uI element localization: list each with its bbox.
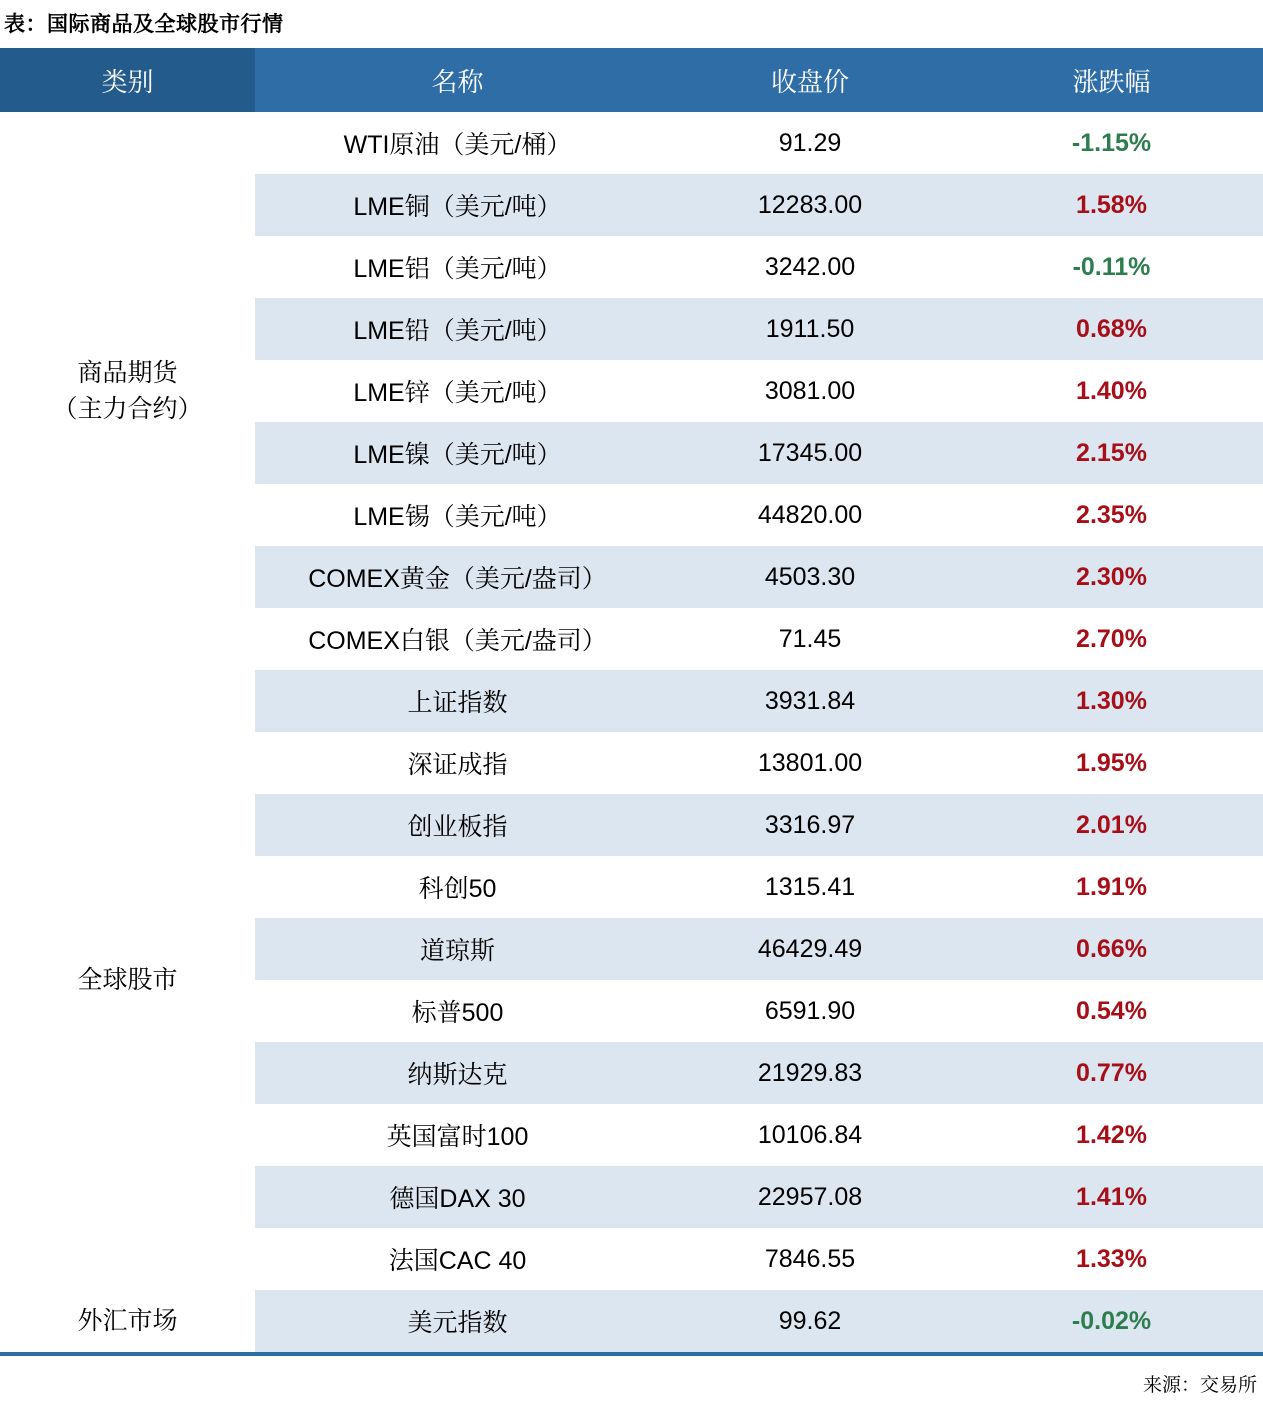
header-row (0, 48, 1263, 112)
table-header (0, 48, 1263, 112)
instrument-name-cell: 纳斯达克 (255, 1042, 660, 1104)
instrument-name-cell: WTI原油（美元/桶） (255, 112, 660, 174)
close-price-cell: 46429.49 (660, 918, 960, 980)
close-price-cell: 13801.00 (660, 732, 960, 794)
instrument-name-cell: LME铜（美元/吨） (255, 174, 660, 236)
table-row (0, 670, 1263, 732)
column-header-category: 类别 (0, 48, 255, 112)
instrument-name-cell: 标普500 (255, 980, 660, 1042)
change-percent-cell: 0.77% (960, 1042, 1263, 1104)
change-percent-cell: 2.01% (960, 794, 1263, 856)
column-header-close: 收盘价 (660, 48, 960, 112)
change-percent-cell: 1.95% (960, 732, 1263, 794)
change-percent-cell: 2.70% (960, 608, 1263, 670)
change-percent-cell: 2.35% (960, 484, 1263, 546)
change-percent-cell: 1.41% (960, 1166, 1263, 1228)
instrument-name-cell: COMEX白银（美元/盎司） (255, 608, 660, 670)
instrument-name-cell: 法国CAC 40 (255, 1228, 660, 1290)
close-price-cell: 12283.00 (660, 174, 960, 236)
close-price-cell: 91.29 (660, 112, 960, 174)
close-price-cell: 6591.90 (660, 980, 960, 1042)
table-body (0, 112, 1263, 1353)
category-cell (0, 1290, 255, 1353)
column-header-name: 名称 (255, 48, 660, 112)
close-price-cell: 1315.41 (660, 856, 960, 918)
change-percent-cell: 1.58% (960, 174, 1263, 236)
close-price-cell: 99.62 (660, 1290, 960, 1353)
close-price-cell: 3081.00 (660, 360, 960, 422)
close-price-cell: 3316.97 (660, 794, 960, 856)
instrument-name-cell: 上证指数 (255, 670, 660, 732)
category-label-line2: （主力合约） (52, 395, 203, 423)
market-quotes-table (0, 48, 1263, 1354)
instrument-name-cell: 创业板指 (255, 794, 660, 856)
change-percent-cell: 1.30% (960, 670, 1263, 732)
change-percent-cell: 0.66% (960, 918, 1263, 980)
category-cell (0, 670, 255, 1290)
close-price-cell: 7846.55 (660, 1228, 960, 1290)
close-price-cell: 17345.00 (660, 422, 960, 484)
instrument-name-cell: 美元指数 (255, 1290, 660, 1353)
close-price-cell: 21929.83 (660, 1042, 960, 1104)
change-percent-cell: 1.42% (960, 1104, 1263, 1166)
close-price-cell: 44820.00 (660, 484, 960, 546)
column-header-change: 涨跌幅 (960, 48, 1263, 112)
instrument-name-cell: 道琼斯 (255, 918, 660, 980)
category-label-line1: 全球股市 (77, 965, 178, 994)
instrument-name-cell: LME锌（美元/吨） (255, 360, 660, 422)
change-percent-cell: -1.15% (960, 112, 1263, 174)
close-price-cell: 3242.00 (660, 236, 960, 298)
table-row (0, 1290, 1263, 1353)
close-price-cell: 4503.30 (660, 546, 960, 608)
instrument-name-cell: LME镍（美元/吨） (255, 422, 660, 484)
close-price-cell: 22957.08 (660, 1166, 960, 1228)
instrument-name-cell: COMEX黄金（美元/盎司） (255, 546, 660, 608)
change-percent-cell: 1.33% (960, 1228, 1263, 1290)
source-note: 来源：交易所 (1142, 1375, 1257, 1396)
instrument-name-cell: 科创50 (255, 856, 660, 918)
instrument-name-cell: LME铅（美元/吨） (255, 298, 660, 360)
change-percent-cell: -0.02% (960, 1290, 1263, 1353)
category-label-line1: 商品期货 (77, 358, 178, 387)
change-percent-cell: 0.54% (960, 980, 1263, 1042)
instrument-name-cell: 英国富时100 (255, 1104, 660, 1166)
change-percent-cell: 1.40% (960, 360, 1263, 422)
category-cell (0, 112, 255, 670)
category-label-line1: 外汇市场 (77, 1306, 178, 1335)
close-price-cell: 1911.50 (660, 298, 960, 360)
instrument-name-cell: 深证成指 (255, 732, 660, 794)
instrument-name-cell: LME铝（美元/吨） (255, 236, 660, 298)
instrument-name-cell: LME锡（美元/吨） (255, 484, 660, 546)
close-price-cell: 10106.84 (660, 1104, 960, 1166)
change-percent-cell: -0.11% (960, 236, 1263, 298)
change-percent-cell: 0.68% (960, 298, 1263, 360)
page-title: 表：国际商品及全球股市行情 (4, 13, 284, 36)
change-percent-cell: 2.30% (960, 546, 1263, 608)
table-row (0, 112, 1263, 174)
instrument-name-cell: 德国DAX 30 (255, 1166, 660, 1228)
close-price-cell: 3931.84 (660, 670, 960, 732)
change-percent-cell: 2.15% (960, 422, 1263, 484)
close-price-cell: 71.45 (660, 608, 960, 670)
change-percent-cell: 1.91% (960, 856, 1263, 918)
